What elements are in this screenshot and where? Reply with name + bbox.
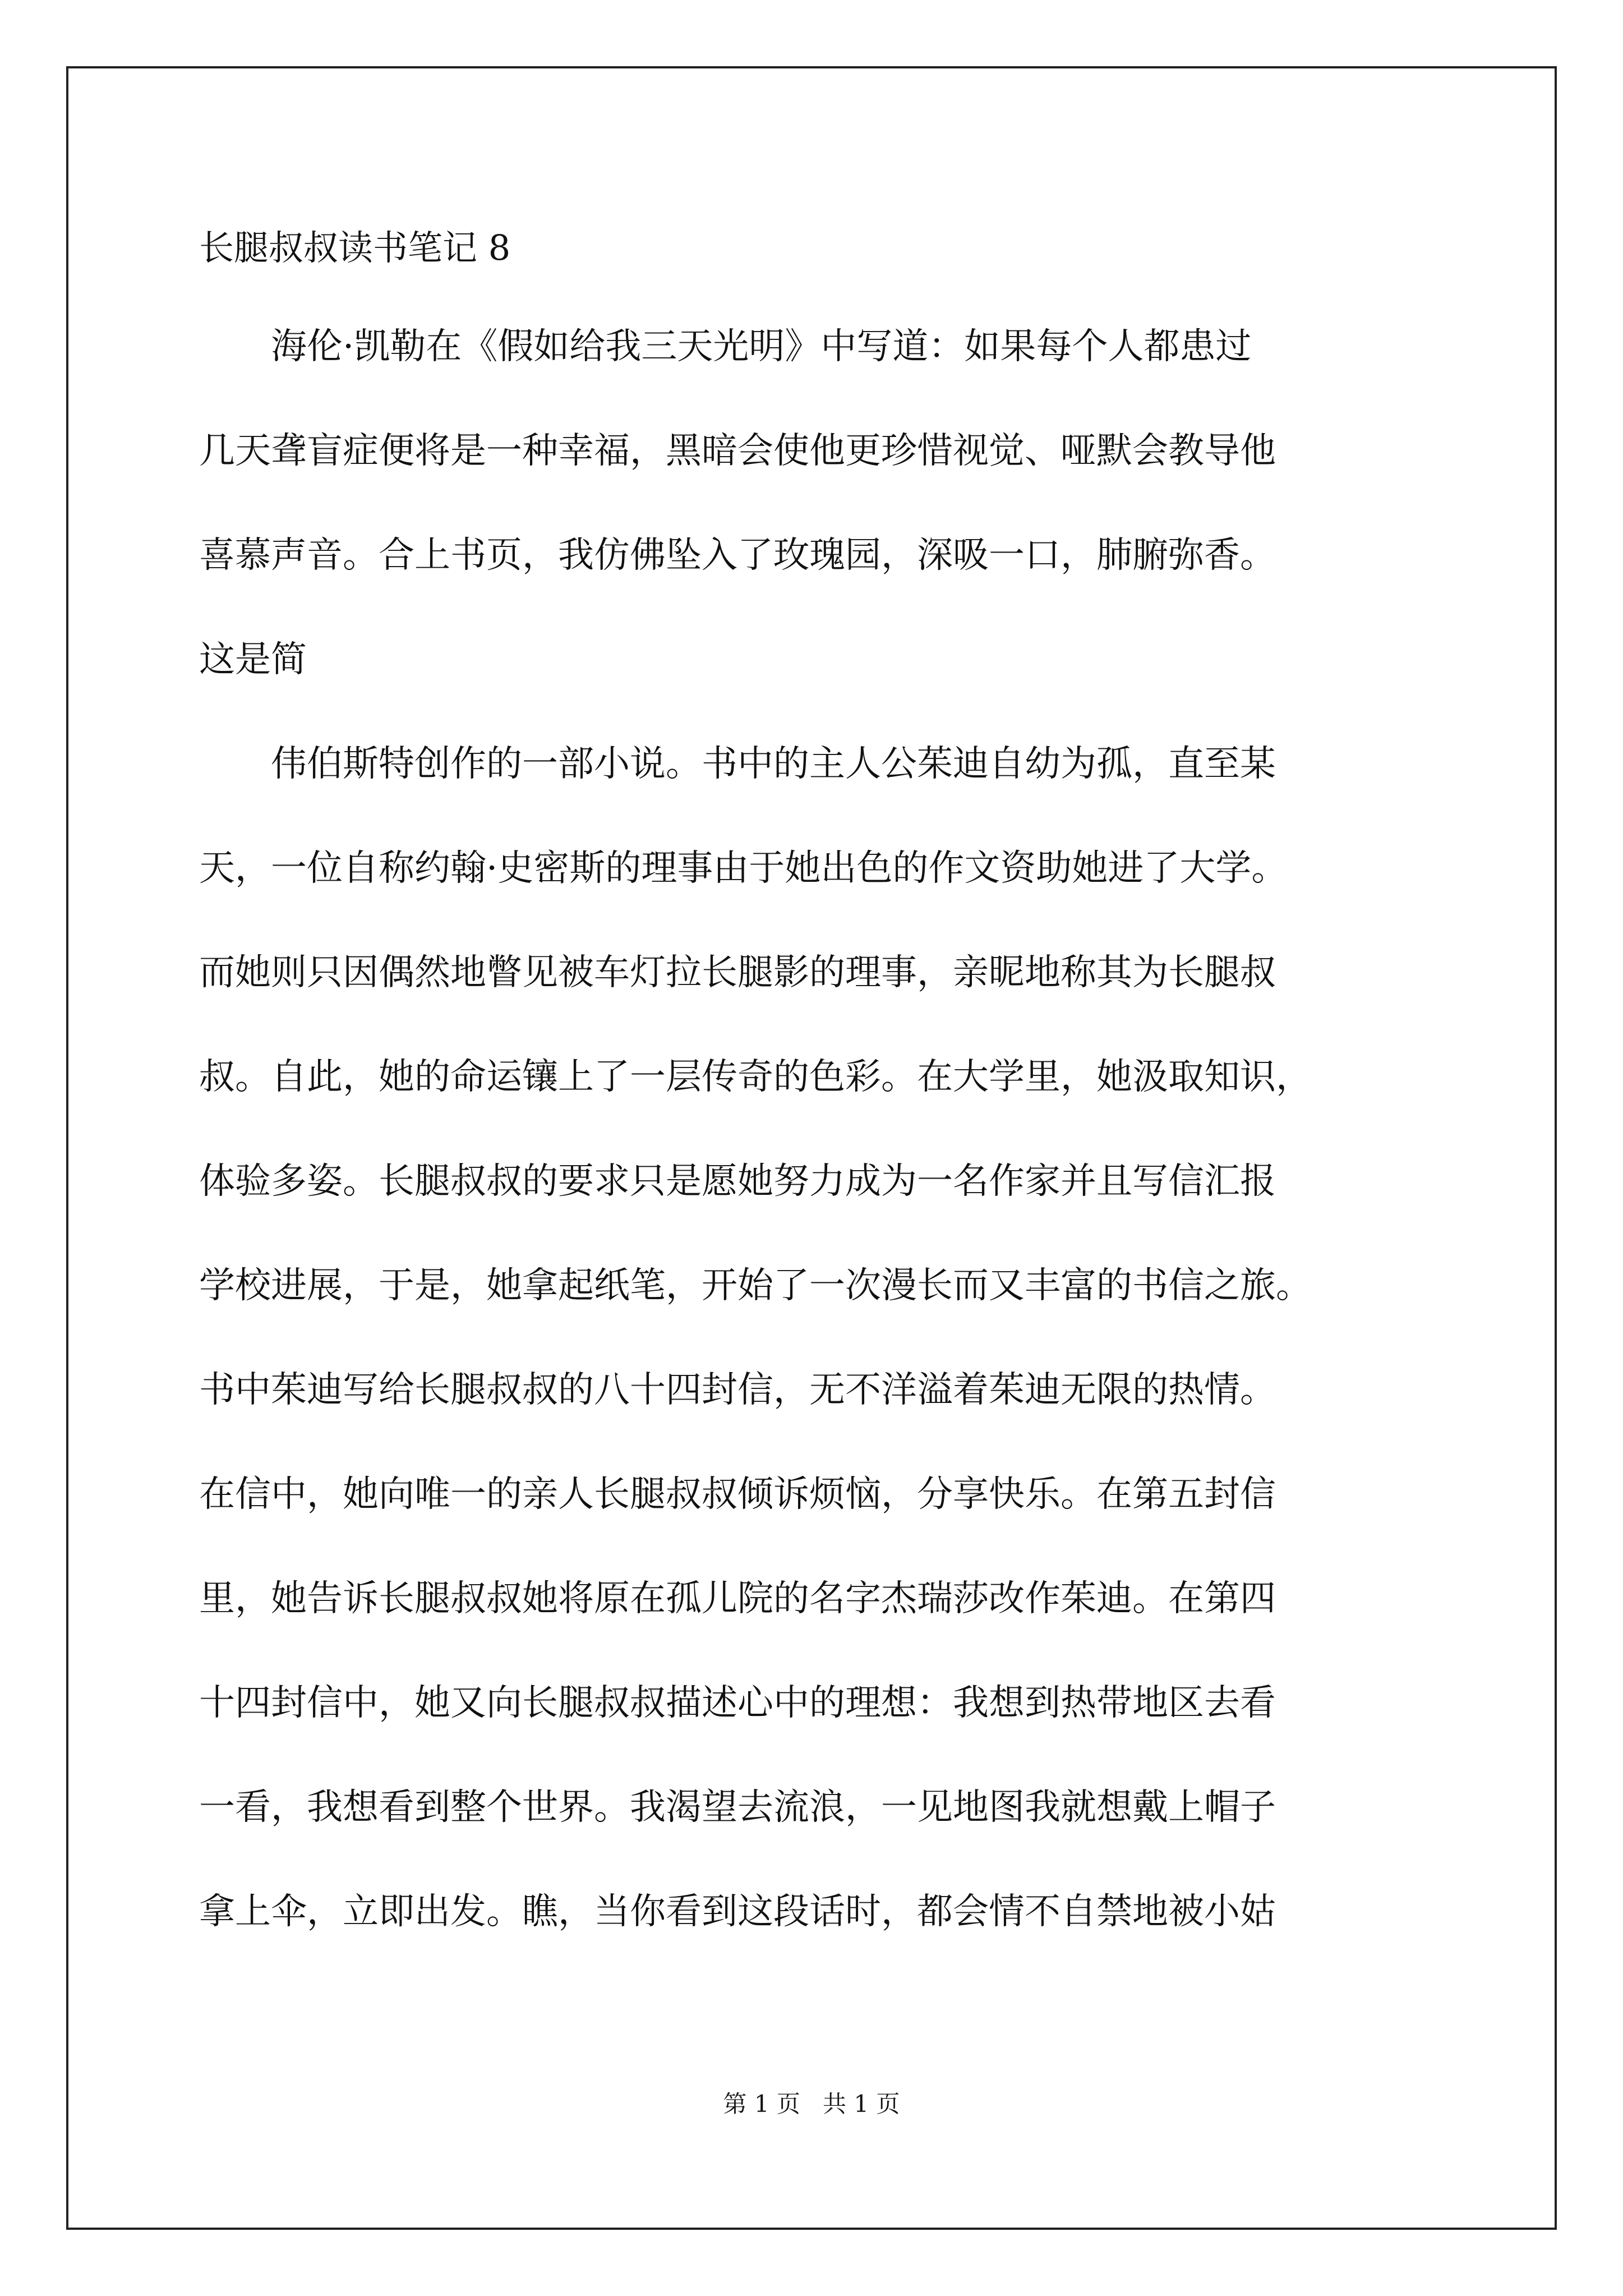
text-line: 伟伯斯特创作的一部小说。书中的主人公茱迪自幼为孤，直至某 (199, 743, 1276, 785)
document-body (199, 319, 1433, 1988)
text-line: 拿上伞，立即出发。瞧，当你看到这段话时，都会情不自禁地被小姑 (199, 1891, 1276, 1932)
page-footer (0, 2087, 1623, 2121)
text-line: 天，一位自称约翰·史密斯的理事由于她出色的作文资助她进了大学。 (199, 848, 1288, 889)
text-line: 几天聋盲症便将是一种幸福，黑暗会使他更珍惜视觉、哑默会教导他 (199, 430, 1276, 472)
text-line: 一看，我想看到整个世界。我渴望去流浪，一见地图我就想戴上帽子 (199, 1787, 1276, 1828)
text-line: 书中茱迪写给长腿叔叔的八十四封信，无不洋溢着茱迪无限的热情。 (199, 1369, 1276, 1411)
text-line: 海伦·凯勒在《假如给我三天光明》中写道：如果每个人都患过 (199, 326, 1252, 367)
text-line: 叔。自此，她的命运镶上了一层传奇的色彩。在大学里，她汲取知识， (199, 1056, 1312, 1098)
text-line: 十四封信中，她又向长腿叔叔描述心中的理想：我想到热带地区去看 (199, 1682, 1276, 1724)
page-number: 第 1 页 (723, 2090, 800, 2118)
footer-spacer (800, 2090, 823, 2118)
text-line: 这是简 (199, 639, 307, 680)
text-line: 而她则只因偶然地瞥见被车灯拉长腿影的理事，亲昵地称其为长腿叔 (199, 952, 1276, 993)
document-title: 长腿叔叔读书笔记 8 (199, 227, 511, 268)
text-line: 体验多姿。长腿叔叔的要求只是愿她努力成为一名作家并且写信汇报 (199, 1161, 1276, 1202)
text-line: 学校进展，于是，她拿起纸笔，开始了一次漫长而又丰富的书信之旅。 (199, 1265, 1312, 1306)
text-line: 喜慕声音。合上书页，我仿佛坠入了玫瑰园，深吸一口，肺腑弥香。 (199, 535, 1276, 576)
text-line: 里，她告诉长腿叔叔她将原在孤儿院的名字杰瑞莎改作茱迪。在第四 (199, 1578, 1276, 1619)
text-line: 在信中，她向唯一的亲人长腿叔叔倾诉烦恼，分享快乐。在第五封信 (199, 1474, 1276, 1515)
page-total: 共 1 页 (823, 2090, 900, 2118)
